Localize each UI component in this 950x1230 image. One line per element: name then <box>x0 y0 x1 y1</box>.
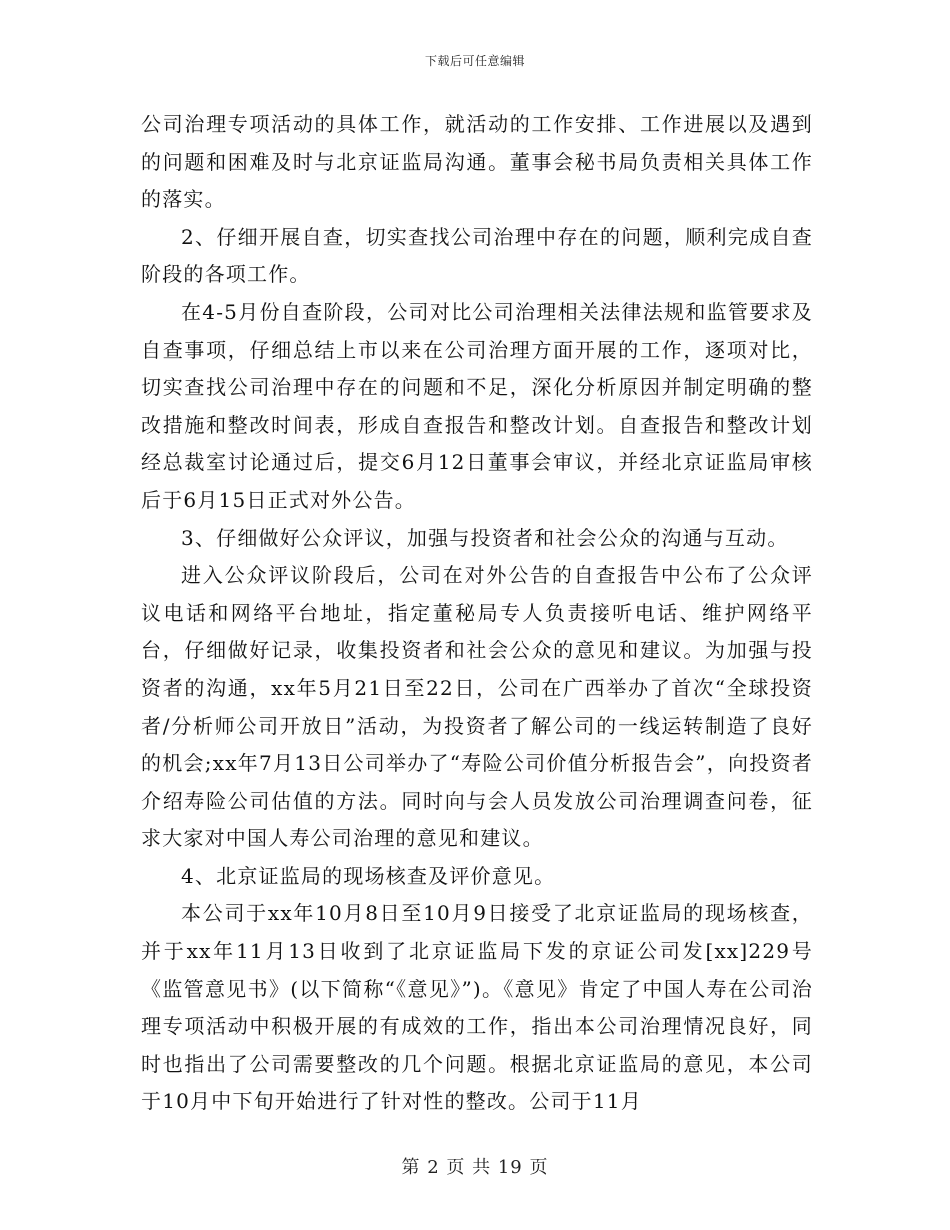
document-body <box>141 106 813 1121</box>
header-note: 下载后可任意编辑 <box>424 54 525 68</box>
paragraph: 公司治理专项活动的具体工作，就活动的工作安排、工作进展以及遇到的问题和困难及时与北京证监局沟通。董事会秘书局负责相关具体工作的落实。 <box>141 112 813 212</box>
paragraph: 2、仔细开展自查，切实查找公司治理中存在的问题，顺利完成自查阶段的各项工作。 <box>141 224 813 287</box>
paragraph: 4、北京证监局的现场核查及评价意见。 <box>181 863 556 888</box>
paragraph: 3、仔细做好公众评议，加强与投资者和社会公众的沟通与互动。 <box>181 525 789 550</box>
paragraph: 在4-5月份自查阶段，公司对比公司治理相关法律法规和监管要求及自查事项，仔细总结上市以来在公司治理方面开展的工作，逐项对比，切实查找公司治理中存在的问题和不足，深化分析原因并制定明确的整改措施和整改时间表，形成自查报告和整改计划。自查报告和整改计划经总裁室讨论通过后，提交6月12日董事会审议，并经北京证监局审核后于6月15日正式对外公告。 <box>141 299 813 512</box>
paragraph: 本公司于xx年10月8日至10月9日接受了北京证监局的现场核查，并于xx年11月13日收到了北京证监局下发的京证公司发[xx]229号《监管意见书》(以下简称“《意见》”)。《意见》肯定了中国人寿在公司治理专项活动中积极开展的有成效的工作，指出本公司治理情况良好，同时也指出了公司需要整改的几个问题。根据北京证监局的意见，本公司于10月中下旬开始进行了针对性的整改。公司于11月 <box>141 901 813 1114</box>
paragraph: 进入公众评议阶段后，公司在对外公告的自查报告中公布了公众评议电话和网络平台地址，指定董秘局专人负责接听电话、维护网络平台，仔细做好记录，收集投资者和社会公众的意见和建议。为加强与投资者的沟通，xx年5月21日至22日，公司在广西举办了首次“全球投资者/分析师公司开放日”活动，为投资者了解公司的一线运转制造了良好的机会;xx年7月13日公司举办了“寿险公司价值分析报告会”，向投资者介绍寿险公司估值的方法。同时向与会人员发放公司治理调查问卷，征求大家对中国人寿公司治理的意见和建议。 <box>141 563 813 851</box>
page-number: 第 2 页 共 19 页 <box>401 1157 549 1178</box>
